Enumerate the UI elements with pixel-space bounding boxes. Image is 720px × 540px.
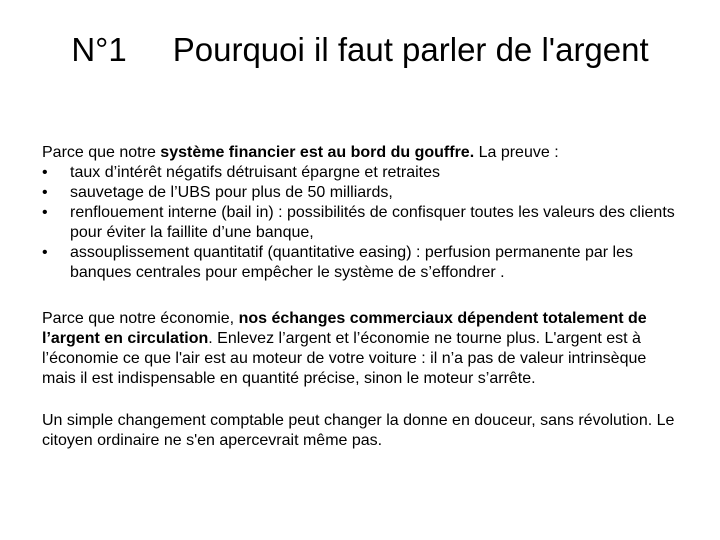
economy-text-start: Parce que notre économie, — [42, 310, 239, 327]
conclusion-paragraph: Un simple changement comptable peut changer la donne en douceur, sans révolution. Le citoyen ordinaire ne s'en apercevrait même pas. — [42, 412, 675, 449]
bullet-item — [42, 183, 682, 203]
bullet-item — [42, 163, 682, 183]
bullet-dot: • — [42, 184, 48, 201]
slide-body — [42, 143, 682, 451]
intro-text-start: Parce que notre — [42, 144, 161, 161]
economy-paragraph — [42, 309, 682, 389]
bullet-item — [42, 243, 682, 283]
bullet-text: taux d’intérêt négatifs détruisant épargne et retraites — [70, 164, 440, 181]
evidence-bullet-list — [42, 163, 682, 283]
bullet-dot: • — [42, 244, 48, 261]
bullet-item — [42, 203, 682, 243]
intro-bold-text: système financier est au bord du gouffre. — [160, 144, 475, 161]
bullet-text: renflouement interne (bail in) : possibilités de confisquer toutes les valeurs des clients pour éviter la faillite d’une banque, — [70, 204, 675, 241]
intro-text-end: La preuve : — [474, 144, 559, 161]
bullet-text: assouplissement quantitatif (quantitative easing) : perfusion permanente par les banques centrales pour empêcher le système de s’effondrer . — [70, 244, 633, 281]
economy-text-end: . Enlevez l’argent et l’économie ne tourne plus. L'argent est à l’économie ce que l'air est au moteur de votre voiture : il n’a pas de valeur intrinsèque mais il est indispensable en quantité précise, sinon le moteur s’arrête. — [42, 330, 647, 387]
bullet-dot: • — [42, 164, 48, 181]
intro-paragraph — [42, 143, 682, 163]
slide-title — [60, 28, 660, 72]
bullet-dot: • — [42, 204, 48, 221]
slide-number: N°1 — [71, 31, 127, 68]
economy-bold-text: nos échanges commerciaux dépendent totalement de l’argent en circulation — [42, 310, 647, 347]
slide-title-text: Pourquoi il faut parler de l'argent — [172, 31, 649, 68]
bullet-text: sauvetage de l’UBS pour plus de 50 milliards, — [70, 184, 393, 201]
